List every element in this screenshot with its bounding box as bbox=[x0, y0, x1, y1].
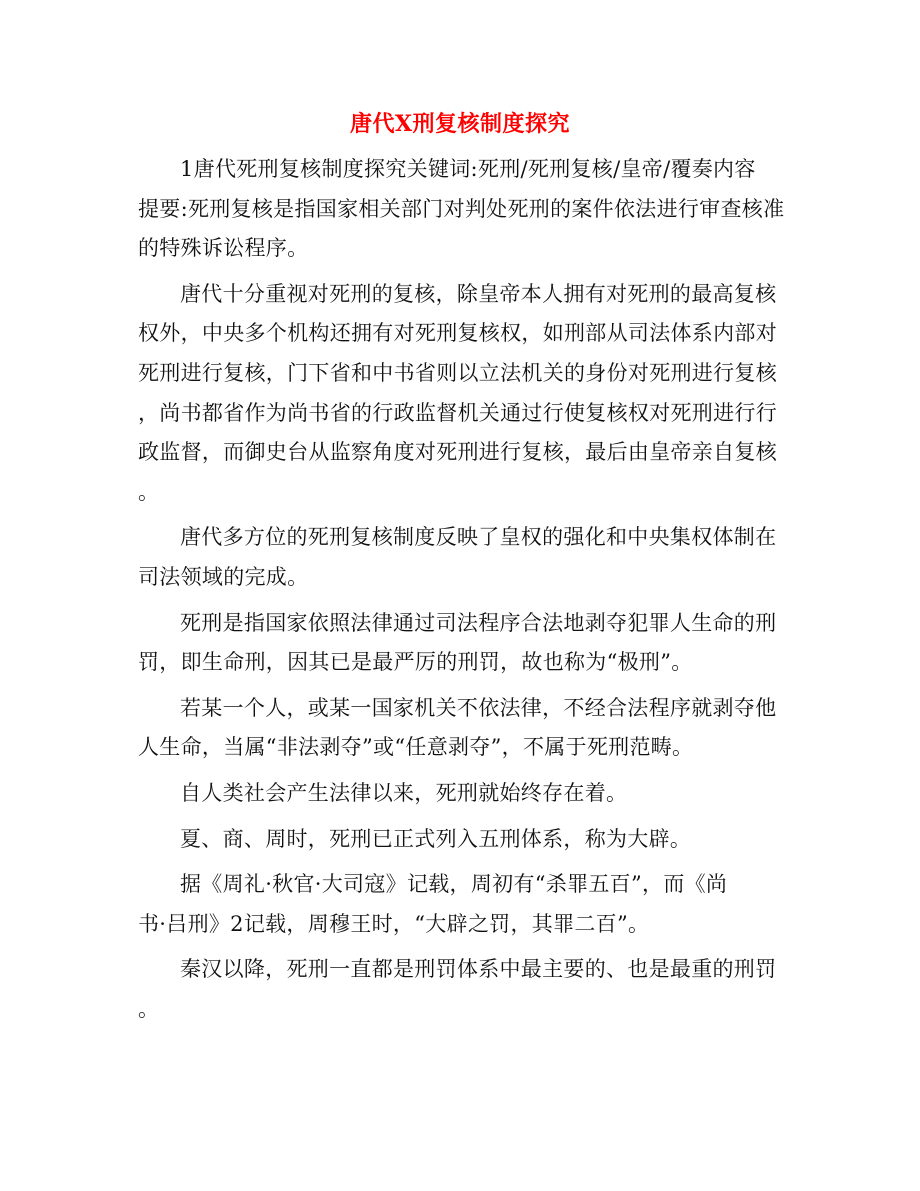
paragraph bbox=[138, 865, 782, 944]
text-line: 。 bbox=[138, 479, 160, 504]
text-line: 司法领域的完成。 bbox=[138, 564, 309, 589]
document-title: 唐代X刑复核制度探究 bbox=[349, 111, 571, 137]
text-line: 书·吕刑》2记载，周穆王时，“大辟之罚，其罪二百”。 bbox=[138, 911, 650, 936]
text-line: 自人类社会产生法律以来，死刑就始终存在着。 bbox=[180, 780, 628, 805]
text-line: 人生命，当属“非法剥夺”或“任意剥夺”，不属于死刑范畴。 bbox=[138, 735, 694, 760]
text-line: 的特殊诉讼程序。 bbox=[138, 236, 309, 261]
paragraph bbox=[138, 820, 782, 860]
text-line: 罚，即生命刑，因其已是最严厉的刑罚，故也称为“极刑”。 bbox=[138, 650, 693, 675]
text-line: 夏、商、周时，死刑已正式列入五刑体系，称为大辟。 bbox=[180, 826, 692, 851]
paragraph bbox=[138, 604, 782, 683]
paragraph bbox=[138, 518, 782, 597]
text-line: 权外，中央多个机构还拥有对死刑复核权，如刑部从司法体系内部对 bbox=[138, 321, 777, 346]
text-line: 1唐代死刑复核制度探究关键词:死刑/死刑复核/皇帝/覆奏内容 bbox=[180, 157, 756, 181]
paragraph bbox=[138, 275, 782, 513]
text-line: 唐代十分重视对死刑的复核，除皇帝本人拥有对死刑的最高复核 bbox=[180, 281, 777, 306]
paragraph bbox=[138, 774, 782, 814]
text-line: ，尚书都省作为尚书省的行政监督机关通过行使复核权对死刑进行行 bbox=[138, 400, 777, 425]
text-line: 提要:死刑复核是指国家相关部门对判处死刑的案件依法进行审查核准 bbox=[138, 196, 785, 221]
text-line: 若某一个人，或某一国家机关不依法律，不经合法程序就剥夺他 bbox=[180, 695, 777, 720]
text-line: 唐代多方位的死刑复核制度反映了皇权的强化和中央集权体制在 bbox=[180, 525, 777, 550]
paragraph bbox=[138, 150, 785, 269]
text-line: 死刑进行复核，门下省和中书省则以立法机关的身份对死刑进行复核 bbox=[138, 360, 777, 385]
document-body bbox=[138, 150, 785, 1029]
document-page bbox=[138, 104, 785, 1035]
text-line: 。 bbox=[138, 996, 160, 1021]
paragraph bbox=[138, 689, 782, 768]
text-line: 据《周礼·秋官·大司寇》记载，周初有“杀罪五百”，而《尚 bbox=[180, 872, 728, 897]
paragraph bbox=[138, 950, 782, 1029]
text-line: 政监督，而御史台从监察角度对死刑进行复核，最后由皇帝亲自复核 bbox=[138, 440, 777, 465]
text-line: 秦汉以降，死刑一直都是刑罚体系中最主要的、也是最重的刑罚 bbox=[180, 957, 777, 982]
text-line: 死刑是指国家依照法律通过司法程序合法地剥夺犯罪人生命的刑 bbox=[180, 610, 777, 635]
